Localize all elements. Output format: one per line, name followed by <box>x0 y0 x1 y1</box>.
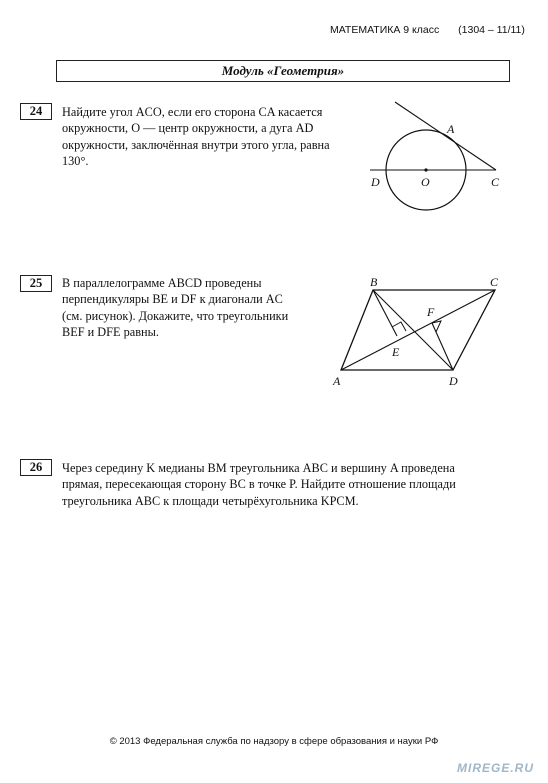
task-25-line-2: перпендикуляры BE и DF к диагонали AC <box>62 292 283 307</box>
task-26-line-2: прямая, пересекающая сторону BC в точке P. Найдите отношение площади <box>62 477 456 492</box>
task-24-line-4: 130°. <box>62 153 89 168</box>
task-text-25 <box>62 275 318 340</box>
task-text-26 <box>62 460 508 509</box>
label-C: C <box>491 175 500 189</box>
circle-tangent-figure <box>360 95 520 245</box>
task-25-line-4: BEF и DFE равны. <box>62 324 159 339</box>
label-A: A <box>447 122 455 136</box>
label-F: F <box>427 305 435 319</box>
header-code: (1304 – 11/11) <box>458 24 525 36</box>
header-subject: МАТЕМАТИКА 9 класс <box>330 24 440 36</box>
task-number-24: 24 <box>20 103 52 120</box>
task-25-line-3: (см. рисунок). Докажите, что треугольники <box>62 308 289 323</box>
label-D: D <box>371 175 380 189</box>
label-O: O <box>421 175 430 189</box>
task-text-24 <box>62 104 358 169</box>
task-24-line-2: окружности, O — центр окружности, а дуга AD <box>62 121 314 136</box>
label-D: D <box>449 374 458 388</box>
module-title: Модуль «Геометрия» <box>56 60 510 82</box>
perpendicular-DF <box>432 323 453 370</box>
task-24-line-3: окружности, заключённая внутри этого угла, равна <box>62 137 330 152</box>
page-header <box>330 24 525 36</box>
tangent-line <box>395 102 496 170</box>
label-E: E <box>392 345 400 359</box>
label-C: C <box>490 275 499 289</box>
diagonal-AC <box>341 290 495 370</box>
label-B: B <box>370 275 378 289</box>
diagonal-BD <box>373 290 453 370</box>
parallelogram-figure <box>328 272 508 394</box>
task-25-line-1: В параллелограмме ABCD проведены <box>62 276 262 290</box>
watermark: MIREGE.RU <box>456 761 534 775</box>
label-A: A <box>333 374 341 388</box>
center-point <box>424 168 427 171</box>
task-number-26: 26 <box>20 459 52 476</box>
task-26-line-3: треугольника ABC к площади четырёхугольника KPCM. <box>62 493 359 508</box>
task-26-line-1: Через середину K медианы BM треугольника ABC и вершину A проведена <box>62 461 455 475</box>
task-number-25: 25 <box>20 275 52 292</box>
perpendicular-BE <box>373 290 397 336</box>
task-24-line-1: Найдите угол ACO, если его сторона CA касается <box>62 105 323 119</box>
page-footer: © 2013 Федеральная служба по надзору в сфере образования и науки РФ <box>109 736 439 747</box>
